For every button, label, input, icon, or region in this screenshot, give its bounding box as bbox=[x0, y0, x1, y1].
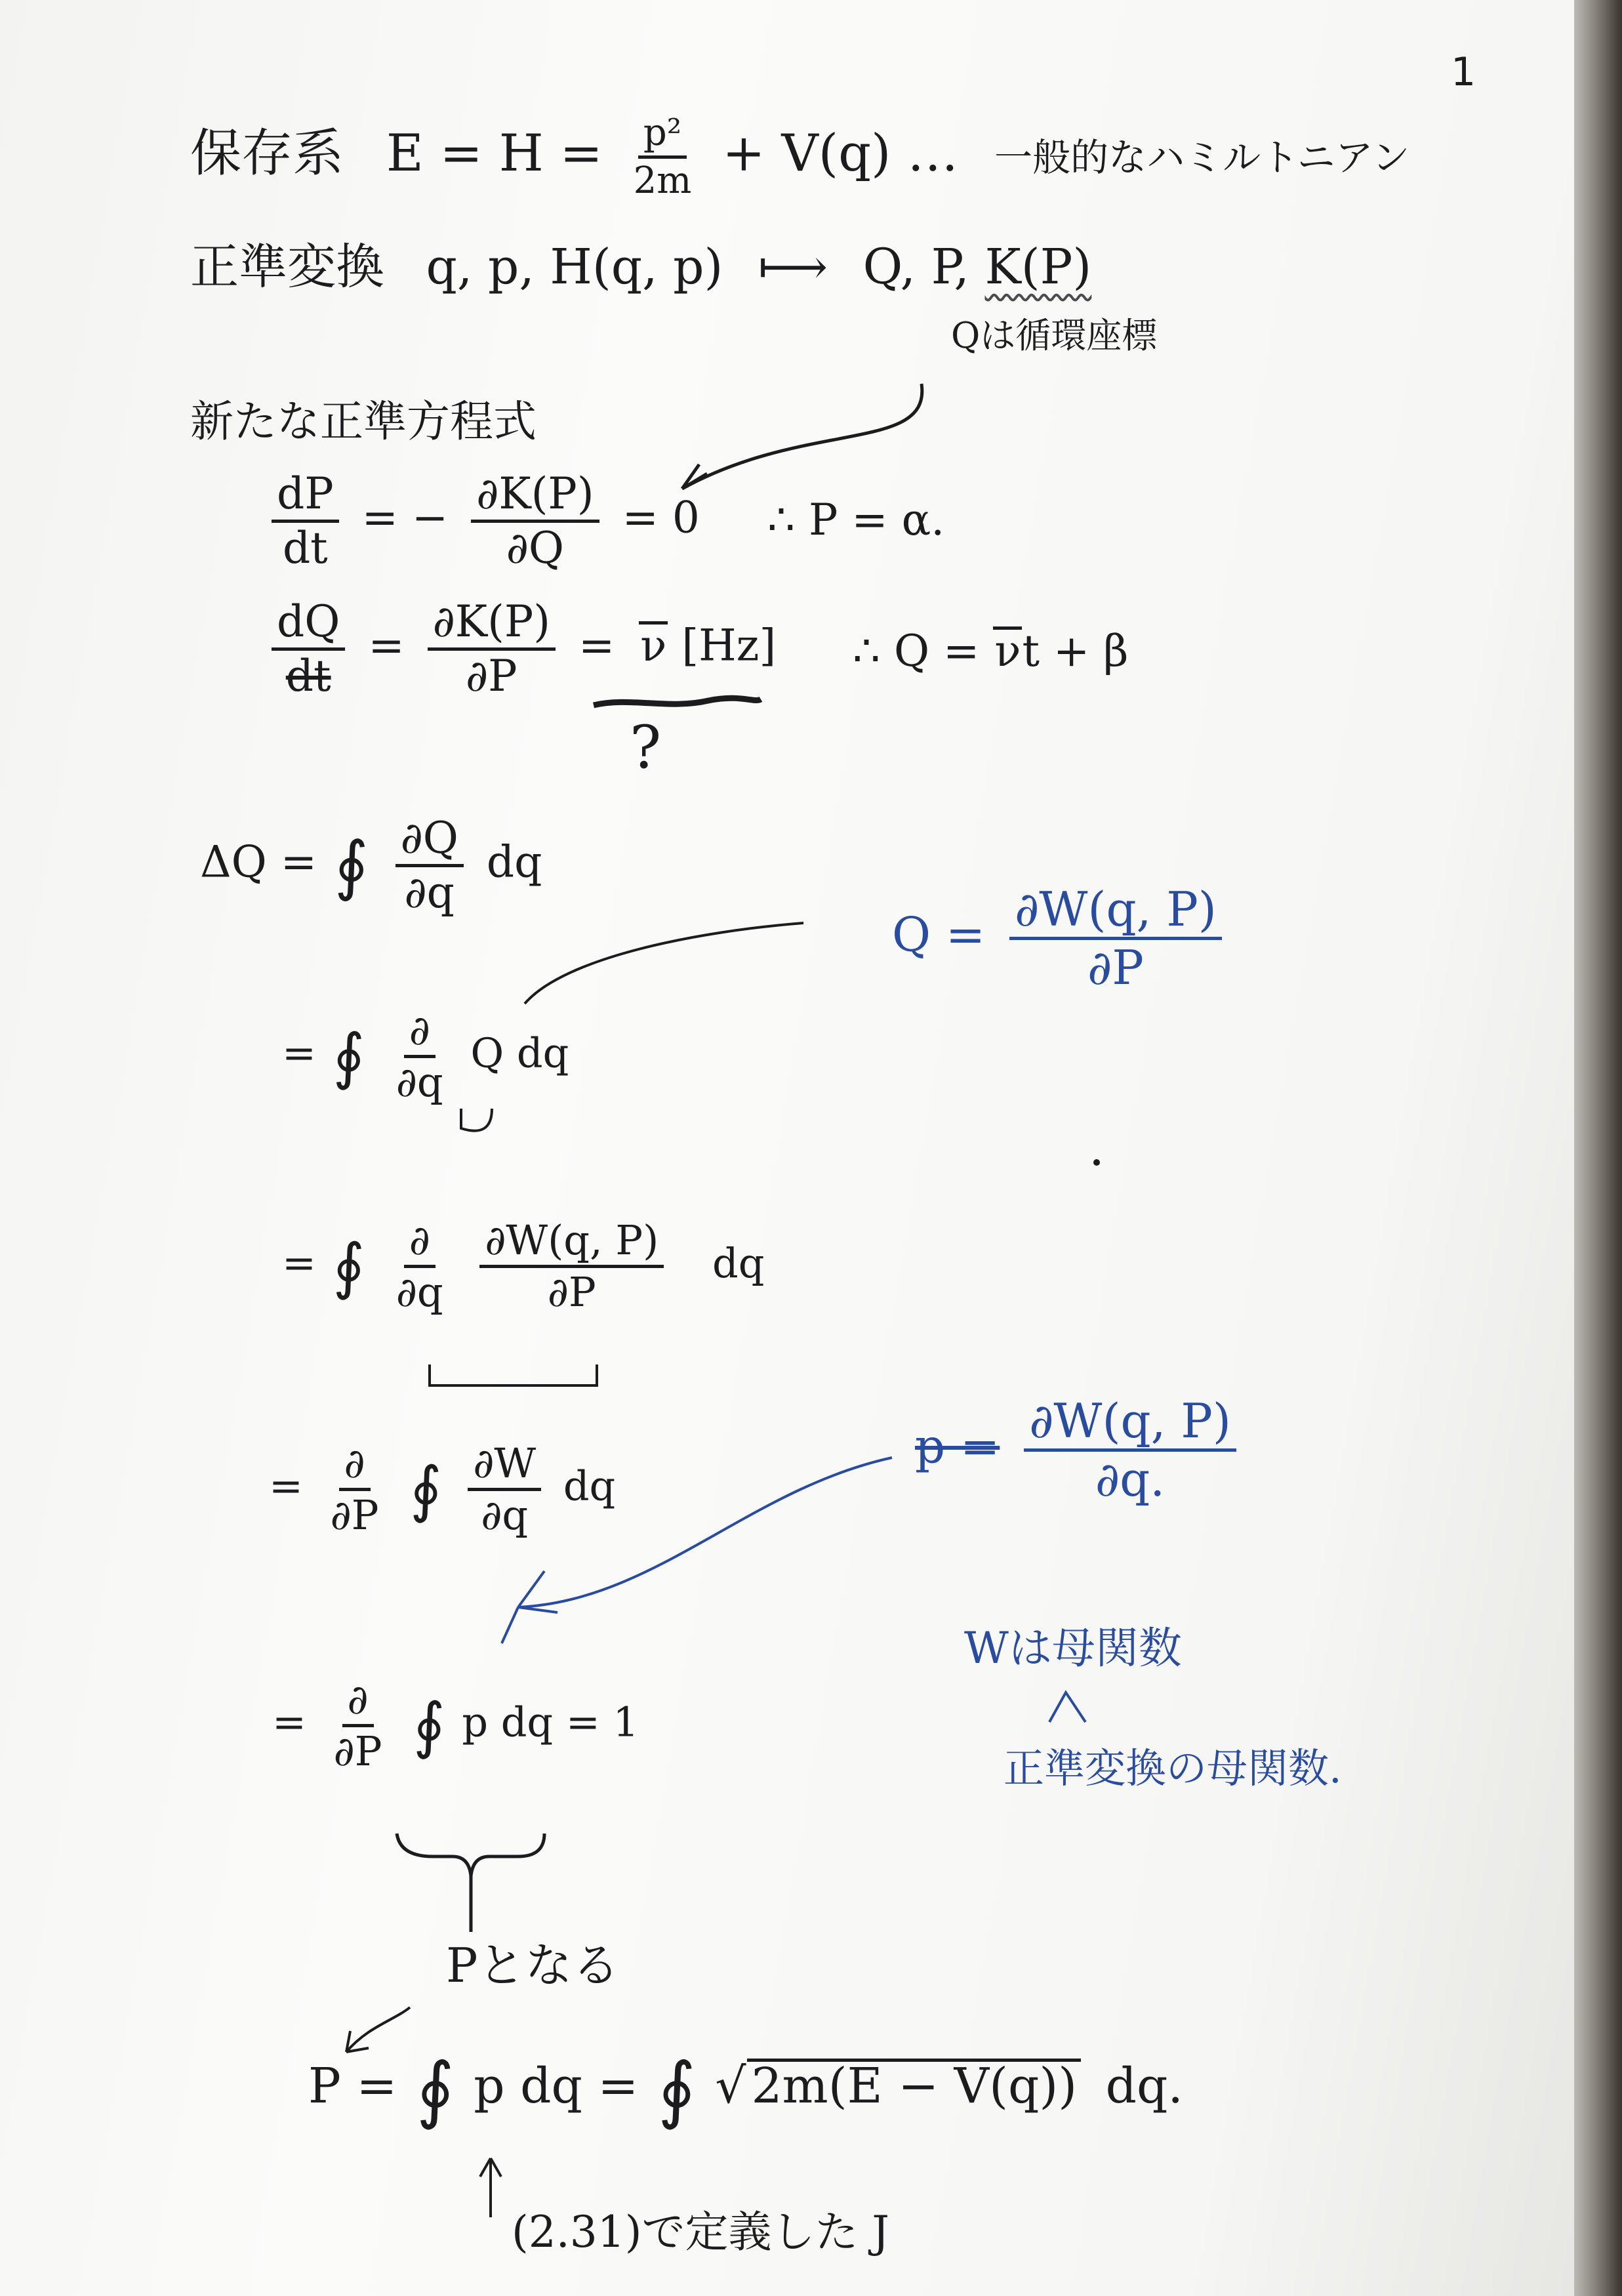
energy-eq: E = H = bbox=[386, 124, 603, 183]
blue-q-lhs: Q = bbox=[892, 907, 986, 962]
final-radicand: 2m(E − V(q)) bbox=[747, 2059, 1081, 2110]
step4-equation bbox=[269, 1439, 616, 1539]
step4-fraction2 bbox=[468, 1439, 541, 1539]
kinetic-num: p² bbox=[638, 115, 687, 159]
dk-p-num: ∂K(P) bbox=[428, 600, 556, 651]
q-result-prefix: ∴ Q = bbox=[853, 626, 980, 676]
step5-body: p dq = 1 bbox=[462, 1698, 639, 1746]
step3-den1: ∂q bbox=[395, 1268, 443, 1316]
generating-function-note-2: 正準変換の母関数. bbox=[1004, 1744, 1342, 1792]
dq-den: ∂Q bbox=[506, 523, 565, 573]
q-result-suffix: t + β bbox=[1022, 626, 1129, 676]
step3-num1: ∂ bbox=[404, 1220, 436, 1268]
link-line-q bbox=[525, 923, 803, 1004]
eq2-equals-2: = bbox=[578, 620, 615, 671]
contour-integral-icon-6: ∮ bbox=[416, 2047, 455, 2132]
contour-integral-icon: ∮ bbox=[335, 828, 369, 903]
dq-num: dQ bbox=[272, 600, 345, 651]
arrow-p-final bbox=[346, 2007, 410, 2052]
dk-dp-fraction bbox=[428, 596, 556, 701]
cyclic-coordinate-note: Qは循環座標 bbox=[951, 315, 1158, 356]
becomes-p-note: Pとなる bbox=[446, 1938, 620, 1993]
blue-q-den: ∂P bbox=[1087, 940, 1144, 995]
canonical-transform-label: 正準変換 bbox=[190, 239, 384, 295]
dk-dq-fraction bbox=[471, 468, 599, 573]
step3-fraction2 bbox=[479, 1216, 664, 1316]
bracket-dwdp bbox=[430, 1364, 597, 1385]
step5-equals: = bbox=[272, 1698, 306, 1746]
new-canonical-equations-heading: 新たな正準方程式 bbox=[190, 396, 537, 447]
dt-den-struck: dt bbox=[285, 651, 331, 701]
arrow-cyclic-note bbox=[682, 384, 922, 489]
kinetic-fraction bbox=[628, 112, 697, 202]
final-lhs: P = bbox=[308, 2057, 397, 2114]
step2-equals: = bbox=[282, 1029, 316, 1077]
sqrt-icon: √ bbox=[715, 2057, 746, 2114]
step4-dq: dq bbox=[563, 1462, 616, 1510]
potential-term: + V(q) … bbox=[722, 124, 959, 183]
step2-fraction bbox=[391, 1006, 449, 1106]
step4-den1: ∂P bbox=[330, 1491, 379, 1539]
step3-equation bbox=[282, 1216, 765, 1316]
p-equals-alpha: ∴ P = α. bbox=[767, 495, 945, 545]
step3-den2: ∂P bbox=[547, 1268, 596, 1316]
blue-p-den: ∂q. bbox=[1095, 1452, 1166, 1507]
dt-den: dt bbox=[282, 523, 328, 573]
contour-integral-icon-7: ∮ bbox=[657, 2047, 696, 2132]
step2-num: ∂ bbox=[404, 1010, 436, 1058]
nu-bar: ν bbox=[640, 620, 667, 671]
step3-fraction1 bbox=[391, 1216, 449, 1316]
blue-q-num: ∂W(q, P) bbox=[1009, 886, 1222, 940]
brace-pdq bbox=[397, 1834, 544, 1876]
step5-den: ∂P bbox=[333, 1727, 382, 1775]
step2-dq: dq bbox=[516, 1029, 569, 1077]
contour-integral-icon-4: ∮ bbox=[410, 1454, 442, 1525]
dQ-num: ∂Q bbox=[395, 817, 464, 867]
delta-q-equation bbox=[200, 813, 542, 918]
conservative-system-label: 保存系 bbox=[190, 124, 344, 183]
dq-small-den: ∂q bbox=[404, 867, 455, 918]
step4-fraction1 bbox=[325, 1439, 384, 1539]
bracket-q bbox=[461, 1109, 492, 1131]
scribble-nu bbox=[594, 698, 761, 705]
dp-den: ∂P bbox=[466, 651, 517, 701]
dq-dqsmall-fraction bbox=[395, 813, 464, 918]
eq2-equals: = bbox=[368, 620, 405, 671]
question-mark: ? bbox=[630, 713, 662, 782]
blue-q-definition bbox=[892, 882, 1231, 995]
contour-integral-icon-5: ∮ bbox=[413, 1690, 445, 1761]
blue-p-lhs: p = bbox=[915, 1418, 1000, 1474]
final-action-equation bbox=[308, 2047, 1183, 2132]
blue-p-num: ∂W(q, P) bbox=[1024, 1397, 1236, 1452]
new-hamiltonian: K(P) bbox=[984, 239, 1092, 295]
page-number: 1 bbox=[1451, 49, 1476, 95]
final-pdq: p dq = bbox=[474, 2057, 639, 2114]
step3-num2: ∂W(q, P) bbox=[479, 1220, 664, 1268]
final-dq: dq. bbox=[1105, 2057, 1183, 2114]
step5-fraction bbox=[329, 1675, 388, 1775]
eq1-zero: = 0 bbox=[622, 492, 700, 543]
step4-equals: = bbox=[269, 1462, 303, 1510]
step2-equation bbox=[282, 1006, 569, 1106]
kinetic-den: 2m bbox=[633, 159, 692, 202]
maps-to-arrow: ⟼ bbox=[758, 239, 828, 295]
contour-integral-icon-2: ∮ bbox=[333, 1021, 365, 1092]
delta-q-lhs: ΔQ = bbox=[200, 836, 317, 888]
arrow-up-final bbox=[480, 2158, 501, 2217]
dq-dt-fraction bbox=[272, 596, 345, 701]
dk-num: ∂K(P) bbox=[471, 472, 599, 523]
step4-num2: ∂W bbox=[468, 1443, 541, 1491]
ink-dot bbox=[1093, 1159, 1100, 1166]
hamiltonian-line bbox=[190, 112, 1410, 202]
general-hamiltonian-note: 一般的なハミルトニアン bbox=[994, 135, 1410, 180]
step4-den2: ∂q bbox=[481, 1491, 529, 1539]
equation-dq-dt bbox=[262, 596, 777, 701]
step5-num: ∂ bbox=[342, 1679, 374, 1727]
blue-p-fraction bbox=[1024, 1393, 1236, 1507]
blue-q-fraction bbox=[1009, 882, 1222, 995]
dp-dt-fraction bbox=[272, 468, 339, 573]
canonical-transform-line bbox=[190, 239, 1092, 295]
step2-den: ∂q bbox=[395, 1058, 443, 1106]
defined-j-note: (2.31)で定義した J bbox=[512, 2207, 889, 2257]
step5-equation bbox=[272, 1675, 639, 1775]
caret-blue bbox=[1049, 1692, 1085, 1722]
delta-q-dq: dq bbox=[486, 836, 542, 888]
dp-num: dP bbox=[272, 472, 339, 523]
q-result-nu: ν bbox=[994, 626, 1021, 676]
contour-integral-icon-3: ∮ bbox=[333, 1231, 365, 1302]
q-equals-nu-t-beta bbox=[853, 626, 1129, 676]
step4-num1: ∂ bbox=[339, 1443, 371, 1491]
step3-equals: = bbox=[282, 1239, 316, 1287]
generating-function-note-1: Wは母関数 bbox=[964, 1623, 1182, 1673]
hz-unit: [Hz] bbox=[681, 620, 777, 671]
new-variables: Q, P, bbox=[862, 239, 969, 295]
step2-q: Q bbox=[470, 1029, 504, 1077]
old-variables: q, p, H(q, p) bbox=[426, 239, 723, 295]
step3-dq: dq bbox=[712, 1239, 765, 1287]
blue-p-definition bbox=[915, 1393, 1246, 1507]
eq1-minus: = − bbox=[361, 492, 449, 543]
equation-dp-dt bbox=[262, 468, 700, 573]
